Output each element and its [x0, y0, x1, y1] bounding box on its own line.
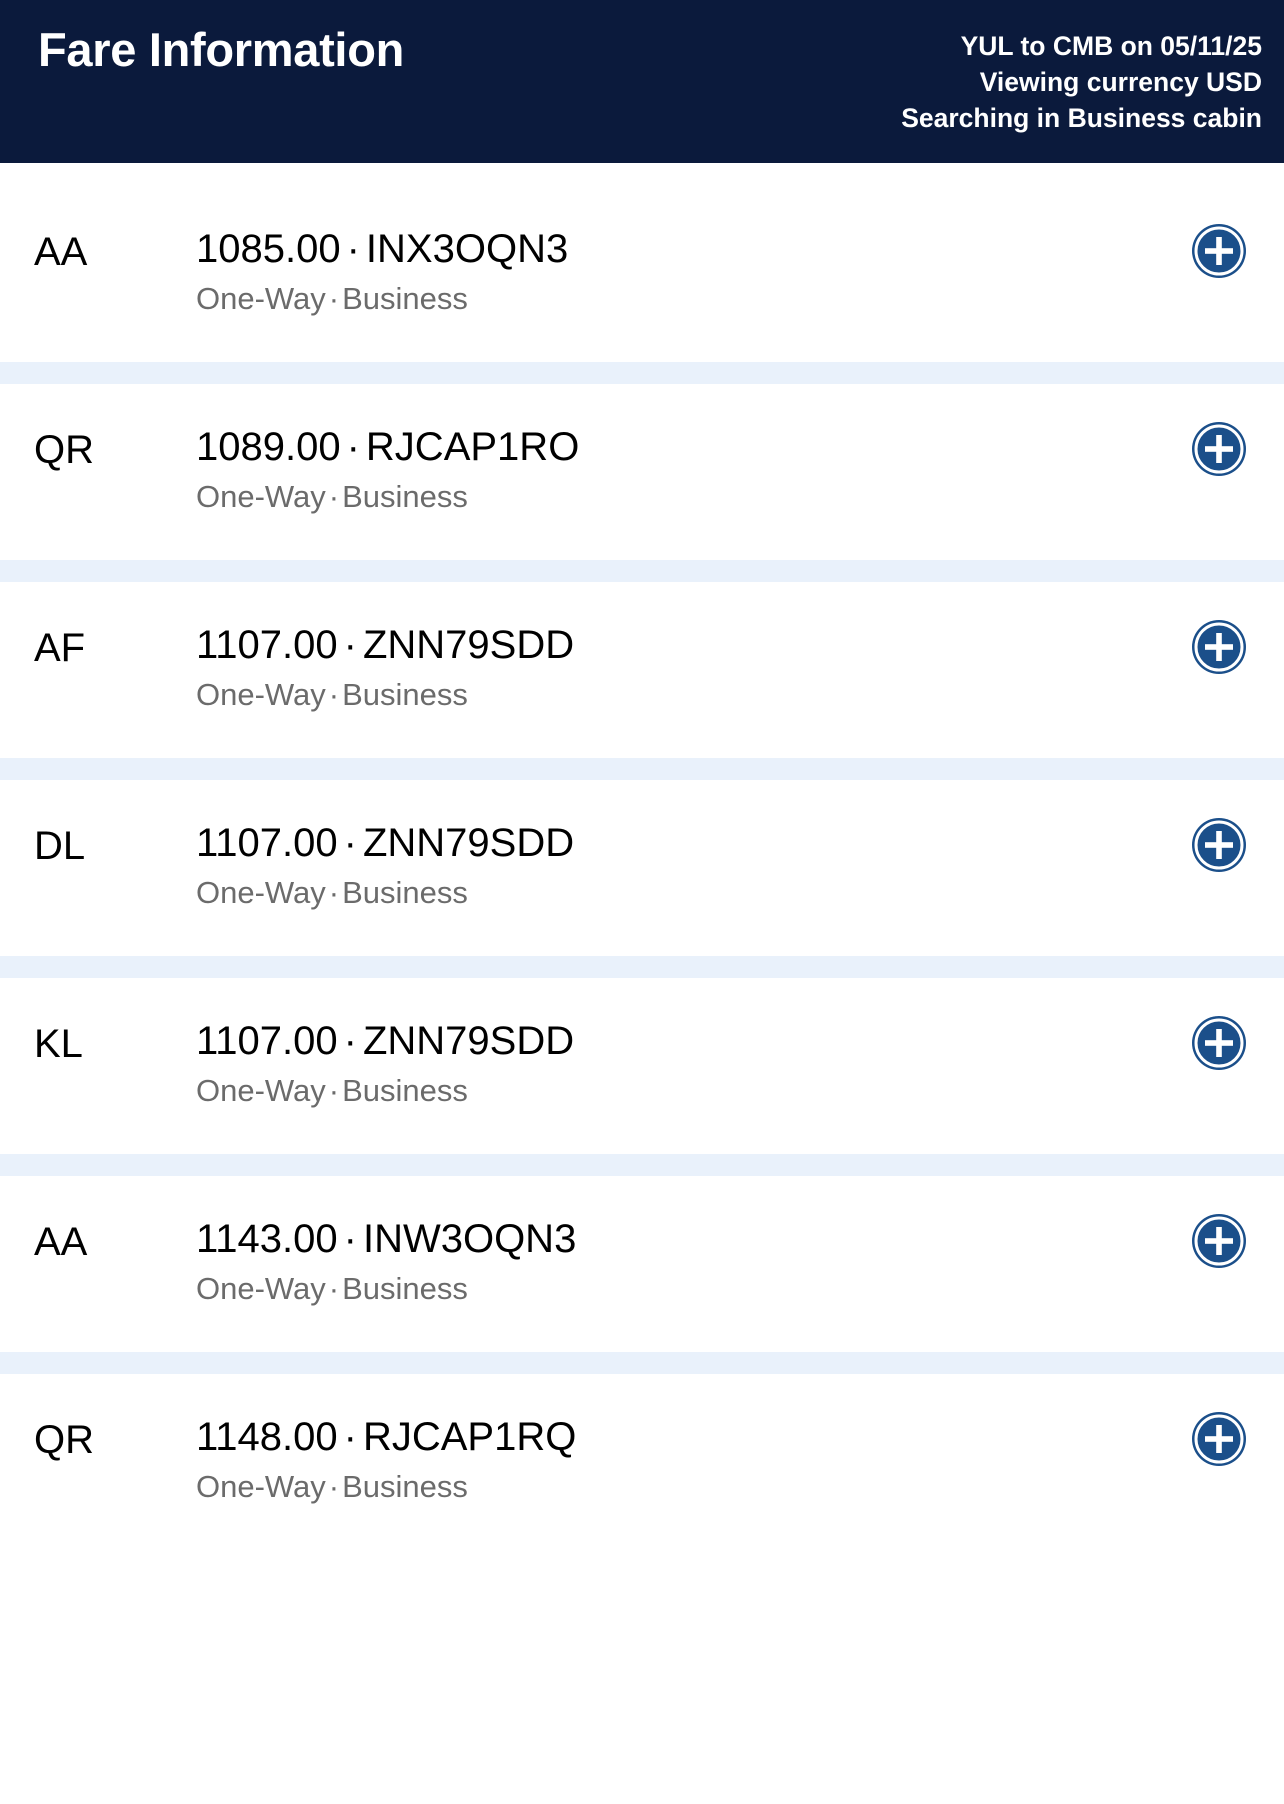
meta-separator: ·: [328, 1469, 340, 1505]
fare-price: 1143.00: [196, 1217, 338, 1261]
fare-basis-code: ZNN79SDD: [362, 623, 575, 667]
page-title: Fare Information: [38, 23, 405, 76]
carrier-code: DL: [34, 824, 86, 868]
trip-type: One-Way: [196, 281, 326, 317]
trip-type: One-Way: [196, 1073, 326, 1109]
fare-separator: ·: [343, 1415, 357, 1459]
add-circle-icon: [1188, 616, 1250, 678]
fare-price-and-basis: [196, 1214, 1284, 1265]
fare-basis-code: RJCAP1RQ: [362, 1415, 577, 1459]
add-fare-button[interactable]: [1188, 814, 1250, 876]
add-fare-button[interactable]: [1188, 418, 1250, 480]
fare-price-and-basis: [196, 1412, 1284, 1463]
fare-separator: ·: [343, 821, 357, 865]
fare-basis-code: INX3OQN3: [365, 227, 569, 271]
fare-details: [196, 1214, 1284, 1309]
fare-price: 1089.00: [196, 425, 341, 469]
trip-type: One-Way: [196, 1469, 326, 1505]
cabin-name: Business: [342, 1271, 468, 1307]
fare-price-and-basis: [196, 818, 1284, 869]
add-circle-icon: [1188, 418, 1250, 480]
fare-price: 1107.00: [196, 623, 338, 667]
fare-list: [0, 186, 1284, 1550]
fare-separator: ·: [343, 1217, 357, 1261]
fare-price: 1107.00: [196, 1019, 338, 1063]
fare-price-and-basis: [196, 224, 1284, 275]
fare-price: 1107.00: [196, 821, 338, 865]
fare-details: [196, 224, 1284, 319]
fare-details: [196, 620, 1284, 715]
header: [0, 0, 1284, 163]
fare-row[interactable]: [0, 978, 1284, 1154]
fare-price-and-basis: [196, 1016, 1284, 1067]
fare-row[interactable]: [0, 1176, 1284, 1352]
meta-separator: ·: [328, 281, 340, 317]
fare-basis-code: ZNN79SDD: [362, 821, 575, 865]
fare-price: 1085.00: [196, 227, 341, 271]
add-fare-button[interactable]: [1188, 1012, 1250, 1074]
fare-meta: [196, 1467, 1284, 1507]
fare-meta: [196, 675, 1284, 715]
meta-separator: ·: [328, 875, 340, 911]
fare-meta: [196, 279, 1284, 319]
trip-type: One-Way: [196, 1271, 326, 1307]
fare-separator: ·: [343, 1019, 357, 1063]
meta-separator: ·: [328, 1271, 340, 1307]
carrier-code: KL: [34, 1022, 83, 1066]
carrier-code: AA: [34, 230, 88, 274]
cabin-name: Business: [342, 1073, 468, 1109]
cabin-name: Business: [342, 1469, 468, 1505]
fare-details: [196, 818, 1284, 913]
search-summary: [901, 28, 1262, 136]
cabin-name: Business: [342, 875, 468, 911]
add-circle-icon: [1188, 814, 1250, 876]
cabin-summary: Searching in Business cabin: [901, 103, 1262, 134]
fare-basis-code: ZNN79SDD: [362, 1019, 575, 1063]
add-circle-icon: [1188, 220, 1250, 282]
fare-meta: [196, 873, 1284, 913]
meta-separator: ·: [328, 479, 340, 515]
fare-separator: ·: [346, 227, 360, 271]
carrier-code: AF: [34, 626, 86, 670]
fare-meta: [196, 1269, 1284, 1309]
add-circle-icon: [1188, 1408, 1250, 1470]
cabin-name: Business: [342, 281, 468, 317]
currency-summary: Viewing currency USD: [979, 67, 1262, 98]
add-circle-icon: [1188, 1012, 1250, 1074]
fare-details: [196, 1412, 1284, 1507]
add-fare-button[interactable]: [1188, 616, 1250, 678]
fare-price-and-basis: [196, 620, 1284, 671]
fare-meta: [196, 1071, 1284, 1111]
meta-separator: ·: [328, 1073, 340, 1109]
carrier-code: QR: [34, 1418, 94, 1462]
carrier-code: QR: [34, 428, 94, 472]
fare-row[interactable]: [0, 1374, 1284, 1550]
cabin-name: Business: [342, 479, 468, 515]
add-fare-button[interactable]: [1188, 1408, 1250, 1470]
trip-type: One-Way: [196, 875, 326, 911]
carrier-code: AA: [34, 1220, 88, 1264]
fare-details: [196, 422, 1284, 517]
fare-row[interactable]: [0, 186, 1284, 362]
route-summary: YUL to CMB on 05/11/25: [960, 31, 1262, 61]
fare-details: [196, 1016, 1284, 1111]
trip-type: One-Way: [196, 479, 326, 515]
add-fare-button[interactable]: [1188, 1210, 1250, 1272]
fare-row[interactable]: [0, 384, 1284, 560]
fare-row[interactable]: [0, 582, 1284, 758]
fare-basis-code: RJCAP1RO: [365, 425, 580, 469]
fare-price: 1148.00: [196, 1415, 338, 1459]
meta-separator: ·: [328, 677, 340, 713]
add-fare-button[interactable]: [1188, 220, 1250, 282]
fare-basis-code: INW3OQN3: [362, 1217, 577, 1261]
trip-type: One-Way: [196, 677, 326, 713]
fare-meta: [196, 477, 1284, 517]
fare-row[interactable]: [0, 780, 1284, 956]
fare-separator: ·: [346, 425, 360, 469]
add-circle-icon: [1188, 1210, 1250, 1272]
cabin-name: Business: [342, 677, 468, 713]
fare-price-and-basis: [196, 422, 1284, 473]
fare-separator: ·: [343, 623, 357, 667]
